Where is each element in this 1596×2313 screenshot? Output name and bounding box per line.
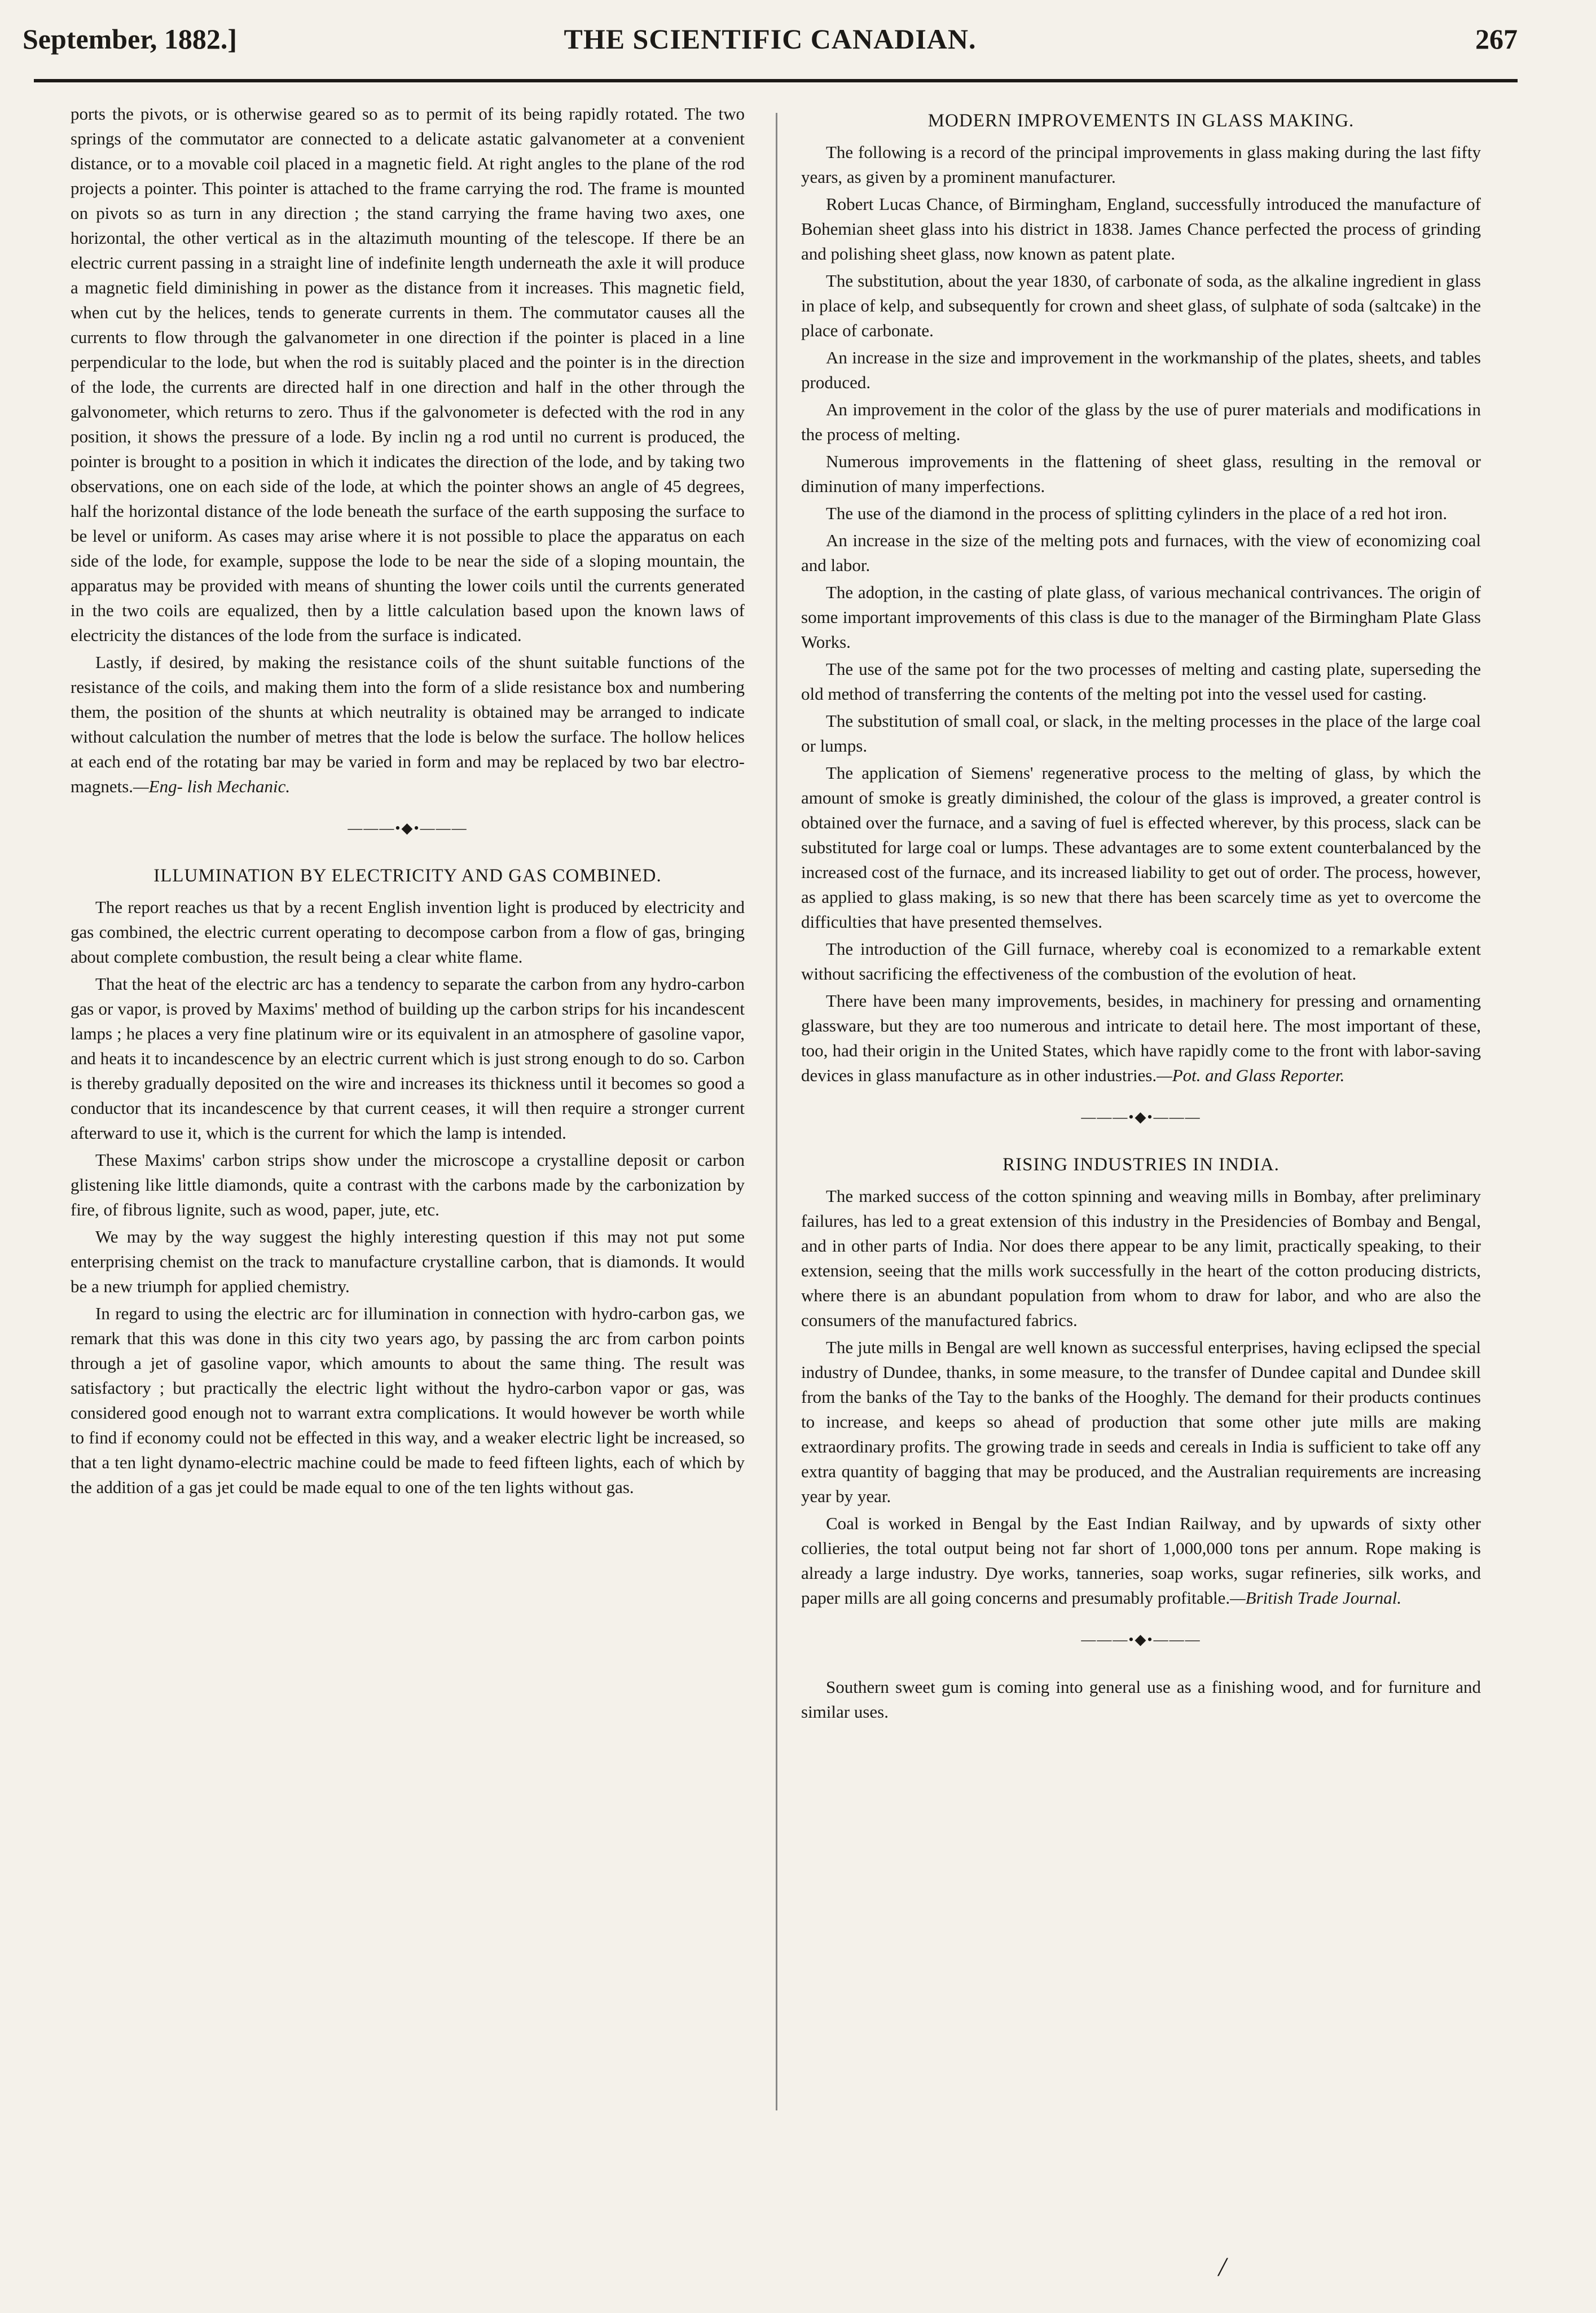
article-paragraph: Southern sweet gum is coming into general use as a finishing wood, and for furniture and similar uses.: [801, 1677, 1481, 1722]
article-paragraph: The marked success of the cotton spinning and weaving mills in Bombay, after preliminary failures, has led to a great extension of this industry in the Presidencies of Bombay and Bengal, and in other parts of India. Nor does there appear to be any limit, practically speaking, to their extension, seeing that the mills work successfully in the heart of the cotton producing districts, where there is an abundant population from whom to draw for labor, and who are also the consumers of the manufactured fabrics.: [801, 1186, 1481, 1330]
section-ornament: ———•◆•———: [1081, 1109, 1201, 1125]
article-paragraph: The introduction of the Gill furnace, whereby coal is economized to a remarkable extent without sacrificing the effectiveness of the combustion of the evolution of heat.: [801, 939, 1481, 984]
article-paragraph: An increase in the size of the melting pots and furnaces, with the view of economizing coal and labor.: [801, 530, 1481, 575]
article-paragraph: An increase in the size and improvement in the workmanship of the plates, sheets, and tables produced.: [801, 348, 1481, 392]
article-paragraph: The adoption, in the casting of plate glass, of various mechanical contrivances. The origin of some important improvements of this class is due to the manager of the Birmingham Plate Glass Works.: [801, 582, 1481, 652]
article-paragraph: The substitution of small coal, or slack, in the melting processes in the place of the large coal or lumps.: [801, 711, 1481, 756]
article-paragraph: [801, 1511, 1481, 1610]
running-head: [23, 23, 1518, 68]
article-paragraph: [801, 989, 1481, 1088]
source-credit: —Eng- lish Mechanic.: [133, 776, 291, 796]
issue-date: September, 1882.]: [23, 23, 238, 55]
section-ornament: ———•◆•———: [348, 820, 468, 836]
left-column: [71, 102, 745, 1502]
article-paragraph: That the heat of the electric arc has a tendency to separate the carbon from any hydro-carbon gas or vapor, is proved by Maxims' method of building up the carbon strips for his incandescent lamps ; he places a very fine platinum wire or its equivalent in an atmosphere of gasoline vapor, and heats it to incandescence by an electric current which is just strong enough to do so. Carbon is thereby gradually deposited on the wire and increases its thickness until it becomes so good a conductor that its incandescence by that current ceases, it will then require a stronger current afterward to use it, which is the current for which the lamp is intended.: [71, 974, 745, 1143]
paragraph-text: Coal is worked in Bengal by the East Indian Railway, and by upwards of sixty other collieries, the total output being not far short of 1,000,000 tons per annum. Rope making is already a large industry. Dye works, tanneries, soap works, sugar refineries, silk works, and paper mills are all going concerns and presumably profitable.: [801, 1513, 1481, 1608]
paragraph-text: Lastly, if desired, by making the resistance coils of the shunt suitable functions of the resistance of the coils, and making them into the form of a slide resistance box and numbering them, the position of the shunts at which neutrality is obtained may be arranged to indicate without calculation the number of metres that the lode is below the surface. The hollow helices at each end of the rotating bar may be varied in form and may be replaced by two bar electro-magnets.: [71, 652, 745, 796]
article-paragraph: We may by the way suggest the highly interesting question if this may not put some enterprising chemist on the track to manufacture crystalline carbon, that is diamonds. It would be a new triumph for applied chemistry.: [71, 1227, 745, 1296]
article-paragraph: In regard to using the electric arc for illumination in connection with hydro-carbon gas, we remark that this was done in this city two years ago, by passing the arc from carbon points through a jet of gasoline vapor, which amounts to about the same thing. The result was satisfactory ; but practically the electric light without the hydro-carbon vapor or gas, was considered good enough not to warrant extra complications. It would however be worth while to find if economy could not be effected in this way, and a weaker electric light be increased, so that a ten light dynamo-electric machine could be made to feed fifteen lights, each of which by the addition of a gas jet could be made equal to one of the ten lights without gas.: [71, 1303, 745, 1497]
source-credit: —British Trade Journal.: [1230, 1588, 1402, 1608]
article-paragraph: Numerous improvements in the flattening of sheet glass, resulting in the removal or diminution of many imperfections.: [801, 451, 1481, 496]
column-divider: [776, 113, 777, 2110]
article-heading: ILLUMINATION BY ELECTRICITY AND GAS COMBINED.: [153, 866, 662, 886]
magazine-title: THE SCIENTIFIC CANADIAN.: [564, 23, 977, 55]
page-number: 267: [1475, 23, 1518, 55]
article-paragraph: The report reaches us that by a recent English invention light is produced by electricity and gas combined, the electric current operating to decompose carbon from a flow of gas, bringing about complete combustion, the result being a clear white flame.: [71, 897, 745, 967]
article-paragraph: The application of Siemens' regenerative process to the melting of glass, by which the amount of smoke is greatly diminished, the colour of the glass is improved, a greater control is obtained over the furnace, and a saving of fuel is effected wherever, by this process, slack can be substituted for large coal or lumps. These advantages are to some extent counterbalanced by the increased cost of the furnace, and its increased liability to get out of order. The process, however, as applied to glass making, is so new that there has been scarcely time as yet to overcome the difficulties that have presented themselves.: [801, 763, 1481, 932]
article-paragraph: These Maxims' carbon strips show under the microscope a crystalline deposit or carbon glistening like little diamonds, quite a contrast with the carbons made by the carbonization by fire, of fibrous lignite, such as wood, paper, jute, etc.: [71, 1150, 745, 1219]
article-paragraph: The use of the same pot for the two processes of melting and casting plate, superseding the old method of transferring the contents of the melting pot into the vessel used for casting.: [801, 659, 1481, 704]
header-rule: [34, 79, 1518, 82]
article-paragraph: The substitution, about the year 1830, of carbonate of soda, as the alkaline ingredient in glass in place of kelp, and subsequently for crown and sheet glass, of sulphate of soda (saltcake) in the place of carbonate.: [801, 271, 1481, 340]
article-paragraph: An improvement in the color of the glass by the use of purer materials and modifications in the process of melting.: [801, 400, 1481, 444]
article-heading: MODERN IMPROVEMENTS IN GLASS MAKING.: [927, 111, 1355, 131]
article-paragraph: Robert Lucas Chance, of Birmingham, England, successfully introduced the manufacture of Bohemian sheet glass into his district in 1838. James Chance perfected the process of grinding and polishing sheet glass, now known as patent plate.: [801, 194, 1481, 264]
paragraph-text: There have been many improvements, besides, in machinery for pressing and ornamenting glassware, but they are too numerous and intricate to detail here. The most important of these, too, had their origin in the United States, which have rapidly come to the front with labor-saving devices in glass manufacture as in other industries.: [801, 991, 1481, 1085]
source-credit: —Pot. and Glass Reporter.: [1157, 1065, 1345, 1085]
article-paragraph: The jute mills in Bengal are well known as successful enterprises, having eclipsed the special industry of Dundee, thanks, in some measure, to the transfer of Dundee capital and Dundee skill from the banks of the Tay to the banks of the Hooghly. The demand for their products continues to increase, and keeps so ahead of production that some other jute mills are making extraordinary profits. The growing trade in seeds and cereals in India is sufficient to take off any extra quantity of bagging that may be produced, and the Australian requirements are increasing year by year.: [801, 1337, 1481, 1506]
article-paragraph: ports the pivots, or is otherwise geared so as to permit of its being rapidly rotated. The two springs of the commutator are connected to a delicate astatic galvanometer at a convenient distance, or to a movable coil placed in a magnetic field. At right angles to the plane of the rod projects a pointer. This pointer is attached to the frame carrying the rod. The frame is mounted on pivots so as turn in any direction ; the stand carrying the frame having two axes, one horizontal, the other vertical as in the altazimuth mounting of the telescope. If there be an electric current passing in a straight line of indefinite length underneath the axle it will produce a magnetic field diminishing in power as the distance from it increases. This magnetic field, when cut by the helices, tends to generate currents in them. The commutator causes all the currents to flow through the galvanometer in one direction if the pointer is placed in a line perpendicular to the lode, but when the rod is suitably placed and the pointer is in the direction of the lode, the currents are directed half in one direction and half in the other through the galvonometer, which returns to zero. Thus if the galvonometer is defected with the rod in any position, it shows the pressure of a lode. By inclin ng a rod until no current is produced, the pointer is brought to a position in which it indicates the direction of the lode, and by taking two observations, one on each side of the lode, at which the pointer shows an angle of 45 degrees, half the horizontal distance of the lode beneath the surface of the earth supposing the surface to be level or uniform. As cases may arise where it is not possible to place the apparatus on each side of the lode, for example, suppose the lode to be near the side of a sloping mountain, the apparatus may be provided with means of shunting the lower coils until the currents generated in the two coils are equalized, then by a little calculation based upon the known laws of electricity the distances of the lode from the surface is indicated.: [71, 104, 745, 645]
section-ornament: ———•◆•———: [1081, 1631, 1201, 1648]
right-column: [801, 102, 1481, 1727]
stray-mark: /: [1219, 2252, 1226, 2282]
article-heading: RISING INDUSTRIES IN INDIA.: [1003, 1155, 1280, 1175]
article-paragraph: [71, 650, 745, 799]
article-paragraph: The use of the diamond in the process of splitting cylinders in the place of a red hot iron.: [826, 503, 1448, 523]
article-paragraph: The following is a record of the principal improvements in glass making during the last fifty years, as given by a prominent manufacturer.: [801, 142, 1481, 187]
